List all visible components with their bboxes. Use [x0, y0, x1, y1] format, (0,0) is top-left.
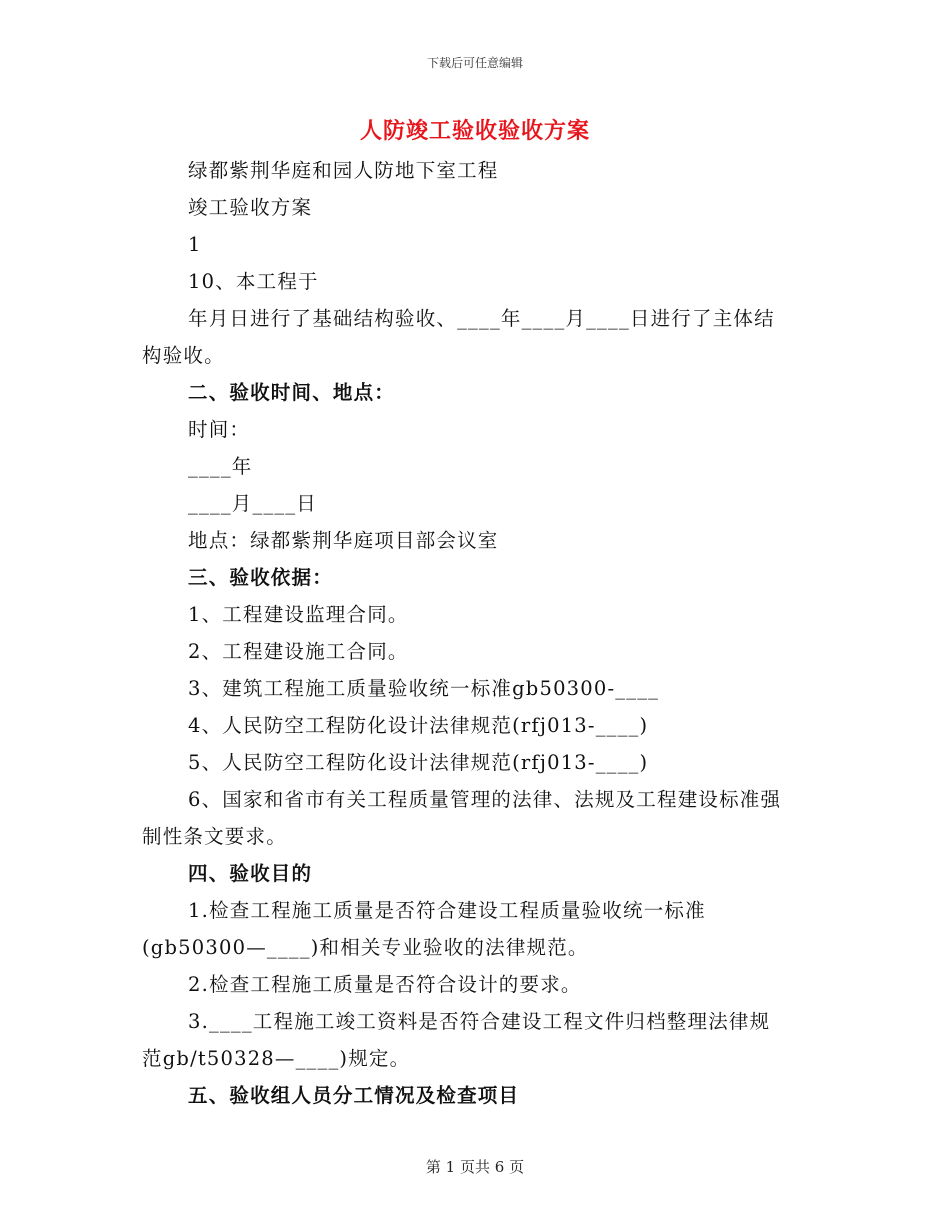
section-number: 1 [188, 233, 202, 256]
list-item: 6、国家和省市有关工程质量管理的法律、法规及工程建设标准强 [188, 788, 782, 811]
list-item: 1.检查工程施工质量是否符合建设工程质量验收统一标准 [188, 899, 706, 922]
list-item: 1、工程建设监理合同。 [188, 603, 409, 626]
paragraph-line: 10、本工程于 [188, 270, 319, 293]
list-item-continuation: 制性条文要求。 [142, 825, 287, 848]
plan-subtitle: 竣工验收方案 [188, 196, 313, 219]
paragraph-line: ____月____日 [188, 492, 317, 515]
list-item-continuation: 范gb/t50328—____)规定。 [142, 1047, 411, 1070]
paragraph-line: 地点：绿都紫荆华庭项目部会议室 [188, 529, 499, 552]
list-item: 3.____工程施工竣工资料是否符合建设工程文件归档整理法律规 [188, 1010, 771, 1033]
list-item: 3、建筑工程施工质量验收统一标准gb50300-____ [188, 677, 660, 700]
paragraph-line: 时间： [188, 418, 251, 441]
section-heading: 四、验收目的 [188, 862, 313, 885]
section-heading: 三、验收依据： [188, 566, 333, 589]
page-footer: 第 1 页共 6 页 [425, 1158, 525, 1176]
list-item: 5、人民防空工程防化设计法律规范(rfj013-____) [188, 751, 649, 774]
section-heading: 二、验收时间、地点： [188, 381, 396, 404]
list-item: 4、人民防空工程防化设计法律规范(rfj013-____) [188, 714, 649, 737]
paragraph-line: ____年 [188, 455, 253, 478]
list-item-continuation: (gb50300—____)和相关专业验收的法律规范。 [142, 936, 589, 959]
paragraph-line: 年月日进行了基础结构验收、____年____月____日进行了主体结 [188, 307, 775, 330]
project-name: 绿都紫荆华庭和园人防地下室工程 [188, 159, 499, 182]
header-note: 下载后可任意编辑 [426, 56, 523, 70]
document-body [142, 152, 810, 1114]
section-heading: 五、验收组人员分工情况及检查项目 [188, 1084, 520, 1107]
list-item: 2、工程建设施工合同。 [188, 640, 409, 663]
paragraph-line: 构验收。 [142, 344, 225, 367]
document-title: 人防竣工验收验收方案 [359, 118, 590, 144]
list-item: 2.检查工程施工质量是否符合设计的要求。 [188, 973, 582, 996]
